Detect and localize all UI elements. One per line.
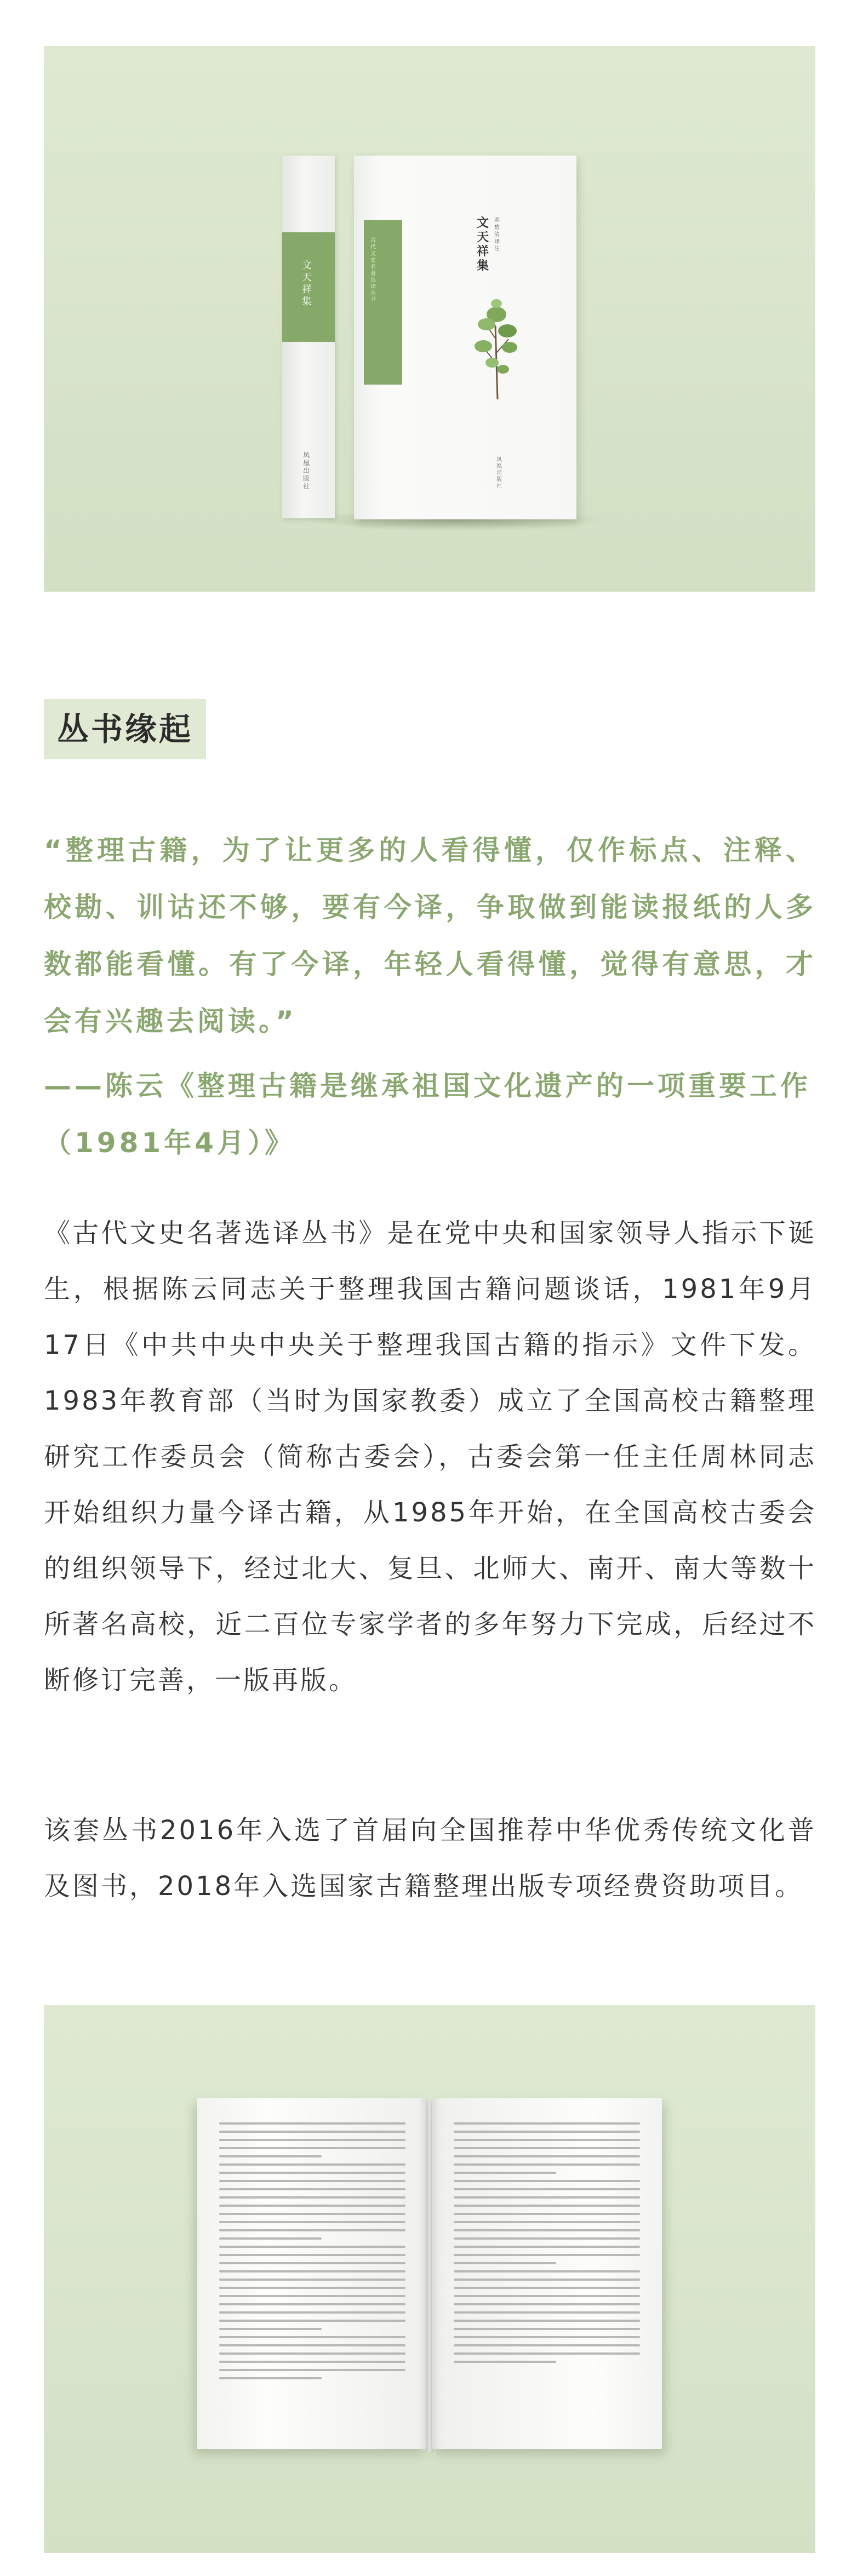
page-text-line: [219, 2180, 405, 2182]
page-text-line: [454, 2196, 640, 2199]
page-text-line: [219, 2361, 405, 2363]
page-text-line: [219, 2213, 405, 2215]
page-text-line: [454, 2155, 640, 2157]
page-text-line: [219, 2270, 405, 2272]
page-text-line: [219, 2172, 405, 2174]
page-text-line: [219, 2237, 322, 2240]
page-text-line: [454, 2213, 640, 2215]
tree-illustration-icon: [464, 293, 529, 402]
page-text-line: [454, 2229, 640, 2231]
page-text-line: [219, 2369, 405, 2371]
book-cover-photo: [44, 46, 815, 592]
page-text-line: [454, 2311, 640, 2314]
section-heading: 丛书缘起: [44, 699, 206, 759]
cover-author: 邓碧清 译注: [494, 217, 500, 252]
page-text-line: [454, 2254, 640, 2256]
page-text-block: [219, 2122, 405, 2385]
open-book-photo: [44, 2005, 815, 2553]
page-text-line: [454, 2180, 640, 2182]
page-text-line: [219, 2131, 405, 2133]
page-text-line: [219, 2352, 405, 2355]
page-text-line: [219, 2328, 322, 2330]
page-text-line: [219, 2147, 405, 2149]
page-text-line: [454, 2246, 640, 2248]
page-text-line: [219, 2279, 405, 2281]
page-text-line: [219, 2377, 322, 2379]
page-text-line: [454, 2270, 640, 2272]
cover-green-band: [364, 220, 402, 385]
page-text-line: [454, 2139, 640, 2141]
book-page-right: [432, 2098, 662, 2449]
book-front-cover: [354, 156, 576, 519]
page-text-line: [219, 2196, 405, 2199]
cover-title: 文天祥集: [477, 216, 489, 273]
page-text-line: [454, 2237, 640, 2240]
page-text-line: [454, 2303, 640, 2305]
page-text-line: [219, 2320, 405, 2322]
page-text-line: [219, 2311, 405, 2314]
body-paragraph-1: 《古代文史名著选译丛书》是在党中央和国家领导人指示下诞生，根据陈云同志关于整理我国古籍问题谈话，1981年9月17日《中共中央中央关于整理我国古籍的指示》文件下发。1983年教育部（当时为国家教委）成立了全国高校古籍整理研究工作委员会（简称古委会），古委会第一任主任周林同志开始组织力量今译古籍，从1985年开始，在全国高校古委会的组织领导下，经过北大、复旦、北师大、南开、南大等数十所著名高校，近二百位专家学者的多年努力下完成，后经过不断修订完善，一版再版。: [44, 1218, 816, 1696]
page-text-line: [454, 2205, 640, 2207]
page-text-line: [219, 2122, 405, 2125]
page-text-line: [454, 2328, 640, 2330]
page-text-line: [454, 2221, 640, 2223]
cover-series-text: 古代文史名著选译丛书: [370, 238, 376, 303]
page-text-line: [219, 2254, 405, 2256]
cover-publisher: 凤凰出版社: [496, 457, 502, 489]
page-text-line: [454, 2336, 640, 2338]
page-text-line: [454, 2163, 640, 2166]
book-page-left: [197, 2098, 427, 2449]
page-text-line: [219, 2139, 405, 2141]
page-text-line: [454, 2352, 640, 2355]
page-text-line: [454, 2147, 640, 2149]
quote-text: “整理古籍，为了让更多的人看得懂，仅作标点、注释、校勘、训诂还不够，要有今译，争取做到能读报纸的人多数都能看懂。有了今译，年轻人看得懂，觉得有意思，才会有兴趣去阅读。”: [44, 834, 816, 1037]
quote-source: ——陈云《整理古籍是继承祖国文化遗产的一项重要工作（1981年4月）》: [44, 1070, 811, 1159]
open-book: [197, 2098, 663, 2460]
page-text-line: [219, 2303, 405, 2305]
page-text-line: [219, 2287, 405, 2289]
page-text-line: [454, 2122, 640, 2125]
page-text-line: [219, 2155, 322, 2157]
page-text-line: [219, 2229, 405, 2231]
page-text-line: [454, 2295, 640, 2297]
page-text-block: [454, 2122, 640, 2369]
page-text-line: [454, 2287, 640, 2289]
page-text-line: [219, 2221, 405, 2223]
page-text-line: [219, 2205, 405, 2207]
page-text-line: [219, 2246, 405, 2248]
page-text-line: [454, 2188, 640, 2190]
page-text-line: [454, 2279, 640, 2281]
page-text-line: [219, 2344, 405, 2346]
page-text-line: [219, 2163, 405, 2166]
body-paragraph-2: 该套丛书2016年入选了首届向全国推荐中华优秀传统文化普及图书，2018年入选国家古籍整理出版专项经费资助项目。: [44, 1815, 816, 1902]
page-text-line: [219, 2336, 405, 2338]
page-text-line: [454, 2172, 556, 2174]
book-spine: [282, 156, 335, 518]
page-text-line: [454, 2262, 556, 2264]
page-text-line: [454, 2320, 640, 2322]
spine-publisher: 凤凰出版社: [303, 451, 310, 490]
page-text-line: [454, 2361, 556, 2363]
page-text-line: [454, 2344, 640, 2346]
spine-title: 文天祥集: [302, 260, 312, 307]
page-text-line: [219, 2262, 405, 2264]
page-text-line: [219, 2188, 405, 2190]
page-text-line: [219, 2295, 405, 2297]
page-text-line: [454, 2131, 640, 2133]
